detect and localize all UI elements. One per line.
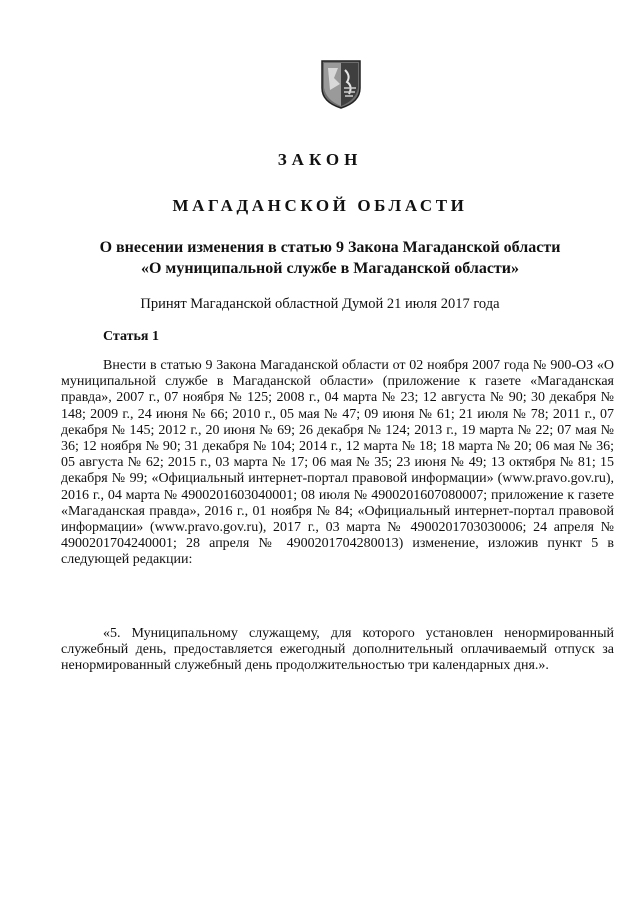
coat-of-arms-icon xyxy=(318,58,364,110)
document-type-title: ЗАКОН xyxy=(277,150,363,169)
amendment-text: «5. Муниципальному служащему, для которого установлен ненормированный служебный день, предоставляется ежегодный дополнительный оплачиваемый отпуск за ненормированный служебный день продолжительностью три календарных дня.». xyxy=(61,626,614,674)
article-heading: Статья 1 xyxy=(103,329,159,344)
law-subject-line-2: «О муниципальной службе в Магаданской области» xyxy=(140,260,519,277)
adoption-note: Принят Магаданской областной Думой 21 июля 2017 года xyxy=(140,296,500,312)
article-body: Внести в статью 9 Закона Магаданской области от 02 ноября 2007 года № 900-ОЗ «О муниципальной службе в Магаданской области» (приложение к газете «Магаданская правда», 2007 г., 07 ноября № 125; 2008 г., 04 марта № 23; 12 августа № 90; 30 декабря № 148; 2009 г., 24 июня № 66; 2010 г., 05 мая № 47; 09 июня № 61; 21 июля № 78; 2011 г., 07 декабря № 145; 2012 г., 20 июня № 69; 26 декабря № 124; 2013 г., 19 марта № 22; 07 мая № 36; 12 ноября № 90; 31 декабря № 104; 2014 г., 12 марта № 18; 18 марта № 20; 06 мая № 36; 05 августа № 62; 2015 г., 03 марта № 17; 06 мая № 35; 23 июня № 49; 13 октября № 81; 15 декабря № 99; «Официальный интернет-портал правовой информации» (www.pravo.gov.ru), 2016 г., 04 марта № 4900201603040001; 08 июля № 4900201607080007; приложение к газете «Магаданская правда», 2016 г., 01 ноября № 84; «Официальный интернет-портал правовой информации» (www.pravo.gov.ru), 2017 г., 03 марта № 4900201703030006; 24 апреля № 4900201704240001; 28 апреля № 4900201704280013) изменение, изложив пункт 5 в следующей редакции: xyxy=(61,358,614,568)
law-subject xyxy=(60,237,600,279)
law-subject-line-1: О внесении изменения в статью 9 Закона Магаданской области xyxy=(99,239,561,256)
region-title: МАГАДАНСКОЙ ОБЛАСТИ xyxy=(172,196,468,215)
